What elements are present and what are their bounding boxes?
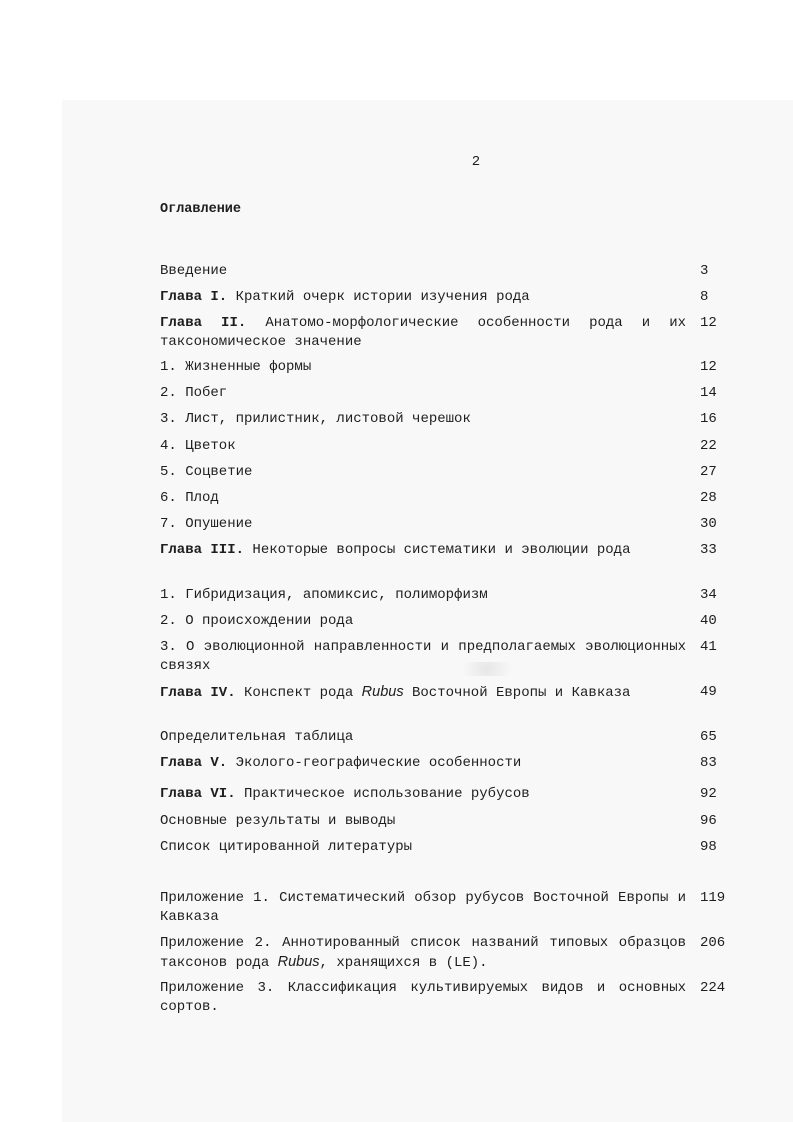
entry-title: Эколого-географические особенности bbox=[235, 755, 522, 771]
chapter-label: Глава VI. bbox=[160, 786, 236, 802]
entry-title: Определительная таблица bbox=[160, 729, 354, 745]
toc-entry-section bbox=[160, 437, 686, 456]
entry-page: 12 bbox=[700, 315, 717, 331]
entry-page: 65 bbox=[700, 729, 717, 745]
toc-entry-chapter-4 bbox=[160, 683, 686, 703]
entry-title: Практическое использование рубусов bbox=[244, 786, 530, 802]
toc-entry-introduction bbox=[160, 262, 686, 281]
entry-page: 83 bbox=[700, 755, 717, 771]
chapter-label: Глава II. bbox=[160, 315, 247, 331]
entry-page: 14 bbox=[700, 385, 717, 401]
entry-page: 96 bbox=[700, 813, 717, 829]
toc-entry-section bbox=[160, 612, 686, 631]
entry-page: 34 bbox=[700, 587, 717, 603]
chapter-label: Глава III. bbox=[160, 542, 245, 558]
entry-title: 5. Соцветие bbox=[160, 464, 253, 480]
entry-title: 4. Цветок bbox=[160, 438, 236, 454]
entry-page: 119 bbox=[700, 890, 726, 906]
toc-entry-appendix-3 bbox=[160, 979, 686, 1017]
chapter-label: Глава V. bbox=[160, 755, 228, 771]
entry-title: 6. Плод bbox=[160, 490, 219, 506]
entry-title: 3. О эволюционной направленности и предполагаемых эволюционных связях bbox=[160, 639, 686, 674]
toc-entry-chapter-2 bbox=[160, 314, 686, 352]
entry-title: Анатомо-морфологические особенности рода и их таксономическое значение bbox=[160, 315, 686, 350]
entry-page: 49 bbox=[700, 684, 717, 700]
entry-page: 40 bbox=[700, 613, 717, 629]
entry-page: 92 bbox=[700, 786, 717, 802]
entry-page: 27 bbox=[700, 464, 717, 480]
entry-title: 2. Побег bbox=[160, 385, 228, 401]
entry-page: 30 bbox=[700, 516, 717, 532]
genus-name: Rubus bbox=[277, 954, 320, 970]
entry-title: 2. О происхождении рода bbox=[160, 613, 354, 629]
entry-title: Введение bbox=[160, 263, 228, 279]
entry-title: , хранящихся в (LE). bbox=[319, 955, 488, 971]
entry-title: 1. Жизненные формы bbox=[160, 359, 312, 375]
chapter-label: Глава I. bbox=[160, 289, 228, 305]
entry-page: 8 bbox=[700, 289, 709, 305]
toc-entry-appendix-1 bbox=[160, 889, 686, 927]
entry-page: 12 bbox=[700, 359, 717, 375]
chapter-label: Глава IV. bbox=[160, 685, 236, 701]
toc-entry-section bbox=[160, 358, 686, 377]
entry-page: 98 bbox=[700, 839, 717, 855]
entry-page: 224 bbox=[700, 980, 726, 996]
entry-page: 206 bbox=[700, 935, 726, 951]
entry-page: 16 bbox=[700, 411, 717, 427]
entry-title: Некоторые вопросы систематики и эволюции рода bbox=[252, 542, 631, 558]
toc-entry-chapter-5 bbox=[160, 754, 686, 773]
entry-title: 1. Гибридизация, апомиксис, полиморфизм bbox=[160, 587, 488, 603]
entry-title: Основные результаты и выводы bbox=[160, 813, 396, 829]
toc-entry-section bbox=[160, 463, 686, 482]
entry-page: 22 bbox=[700, 438, 717, 454]
entry-page: 41 bbox=[700, 639, 717, 655]
entry-title: Приложение 1. Систематический обзор рубусов Восточной Европы и Кавказа bbox=[160, 890, 686, 925]
entry-page: 33 bbox=[700, 542, 717, 558]
entry-title: Конспект рода bbox=[244, 685, 354, 701]
toc-entry-section bbox=[160, 638, 686, 676]
toc-entry-chapter-6 bbox=[160, 785, 686, 804]
genus-name: Rubus bbox=[361, 684, 404, 700]
entry-title: 7. Опушение bbox=[160, 516, 253, 532]
entry-title: Приложение 2. Аннотированный список названий типовых образцов таксонов рода bbox=[160, 935, 686, 971]
entry-page: 28 bbox=[700, 490, 717, 506]
toc-entry-section bbox=[160, 515, 686, 534]
entry-title: Список цитированной литературы bbox=[160, 839, 413, 855]
toc-heading: Оглавление bbox=[160, 202, 242, 217]
entry-title: 3. Лист, прилистник, листовой черешок bbox=[160, 411, 471, 427]
toc-entry-chapter-3 bbox=[160, 541, 686, 560]
toc-entry-section bbox=[160, 489, 686, 508]
toc-entry-chapter-1 bbox=[160, 288, 686, 307]
entry-title: Приложение 3. Классификация культивируемых видов и основных сортов. bbox=[160, 980, 686, 1015]
toc-entry-section bbox=[160, 586, 686, 605]
toc-entry-results bbox=[160, 812, 686, 831]
entry-title: Краткий очерк истории изучения рода bbox=[235, 289, 530, 305]
toc-entry-references bbox=[160, 838, 686, 857]
toc-entry-key bbox=[160, 728, 686, 747]
entry-page: 3 bbox=[700, 263, 709, 279]
entry-title: Восточной Европы и Кавказа bbox=[411, 685, 631, 701]
toc-entry-section bbox=[160, 384, 686, 403]
toc-entry-section bbox=[160, 410, 686, 429]
toc-entry-appendix-2 bbox=[160, 934, 686, 973]
page-number: 2 bbox=[471, 154, 481, 170]
